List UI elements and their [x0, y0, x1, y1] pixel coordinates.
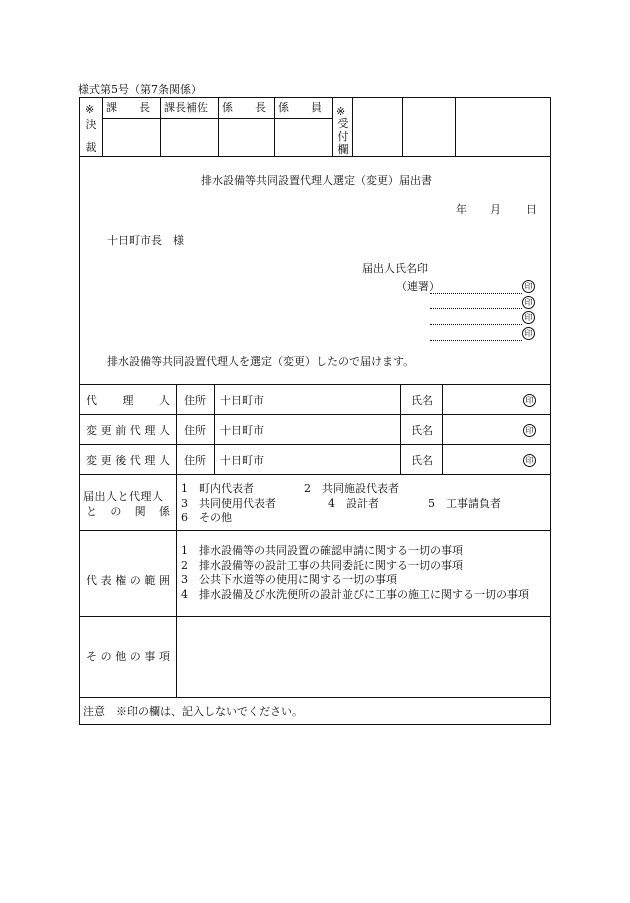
agent-seal-mark: 印 [523, 394, 536, 407]
agent-address-label: 住所 [184, 394, 206, 407]
agent-address-value[interactable]: 十日町市 [220, 394, 264, 407]
seal-mark: 印 [522, 311, 535, 324]
applicant-signature-line[interactable] [430, 340, 522, 341]
approval-col-staff: 係 員 [278, 101, 322, 114]
notification-form [79, 97, 551, 725]
applicant-label: 届出人氏名印 [362, 262, 428, 275]
after-name-label: 氏名 [411, 454, 433, 467]
date-month: 月 [490, 203, 501, 216]
relation-option[interactable]: 1 町内代表者 [181, 482, 254, 495]
before-seal-mark: 印 [523, 424, 536, 437]
seal-mark: 印 [522, 327, 535, 340]
note-text: 注意 ※印の欄は、記入しないでください。 [83, 705, 303, 718]
other-matters-label: そ の 他 の 事 項 [86, 650, 170, 663]
relation-option[interactable]: 6 その他 [181, 511, 232, 524]
agent-label: 代 理 人 [86, 394, 170, 407]
approval-col-deputy: 課長補佐 [164, 101, 208, 114]
relation-option[interactable]: 2 共同施設代表者 [304, 482, 399, 495]
scope-item: 3 公共下水道等の使用に関する一切の事項 [181, 573, 397, 586]
other-matters-field[interactable] [178, 618, 548, 696]
before-agent-label: 変 更 前 代 理 人 [86, 424, 170, 437]
statement-text: 排水設備等共同設置代理人を選定（変更）したので届けます。 [107, 355, 415, 368]
before-address-value[interactable]: 十日町市 [220, 424, 264, 437]
approval-mark-left: ※ [85, 103, 95, 116]
applicant-joint-label: （連署） [396, 280, 440, 293]
after-agent-label: 変 更 後 代 理 人 [86, 454, 170, 467]
seal-mark: 印 [522, 296, 535, 309]
after-address-label: 住所 [184, 454, 206, 467]
approval-label-left: 決 裁 [85, 118, 97, 154]
relation-option[interactable]: 5 工事請負者 [428, 496, 501, 510]
scope-label: 代 表 権 の 範 囲 [86, 574, 170, 587]
relation-option[interactable]: 4 設計者 [328, 496, 379, 510]
form-number: 様式第5号（第7条関係） [78, 83, 202, 96]
relation-label-line2: と の 関 係 [86, 505, 170, 518]
after-seal-mark: 印 [523, 454, 536, 467]
date-year: 年 [456, 203, 467, 216]
scope-item: 1 排水設備等の共同設置の確認申請に関する一切の事項 [181, 544, 463, 557]
form-title: 排水設備等共同設置代理人選定（変更）届出書 [201, 174, 432, 187]
applicant-signature-line[interactable] [430, 324, 522, 325]
approval-label-right: 受 付 欄 [337, 117, 349, 156]
after-address-value[interactable]: 十日町市 [220, 454, 264, 467]
before-name-label: 氏名 [411, 424, 433, 437]
relation-label-line1: 届出人と代理人 [83, 490, 164, 503]
applicant-signature-line[interactable] [430, 308, 522, 309]
before-address-label: 住所 [184, 424, 206, 437]
agent-name-label: 氏名 [411, 394, 433, 407]
applicant-signature-line[interactable] [430, 293, 522, 294]
scope-item: 4 排水設備及び水洗便所の設計並びに工事の施工に関する一切の事項 [181, 587, 529, 601]
date-day: 日 [526, 203, 537, 216]
relation-option[interactable]: 3 共同使用代表者 [181, 496, 276, 510]
seal-mark: 印 [522, 280, 535, 293]
approval-mark-right: ※ [336, 105, 346, 118]
approval-col-section-chief: 課 長 [106, 101, 150, 114]
approval-col-subsection-chief: 係 長 [222, 101, 266, 114]
scope-item: 2 排水設備等の設計工事の共同委託に関する一切の事項 [181, 558, 463, 572]
relation-options [181, 482, 546, 526]
addressee: 十日町市長 様 [107, 234, 184, 247]
